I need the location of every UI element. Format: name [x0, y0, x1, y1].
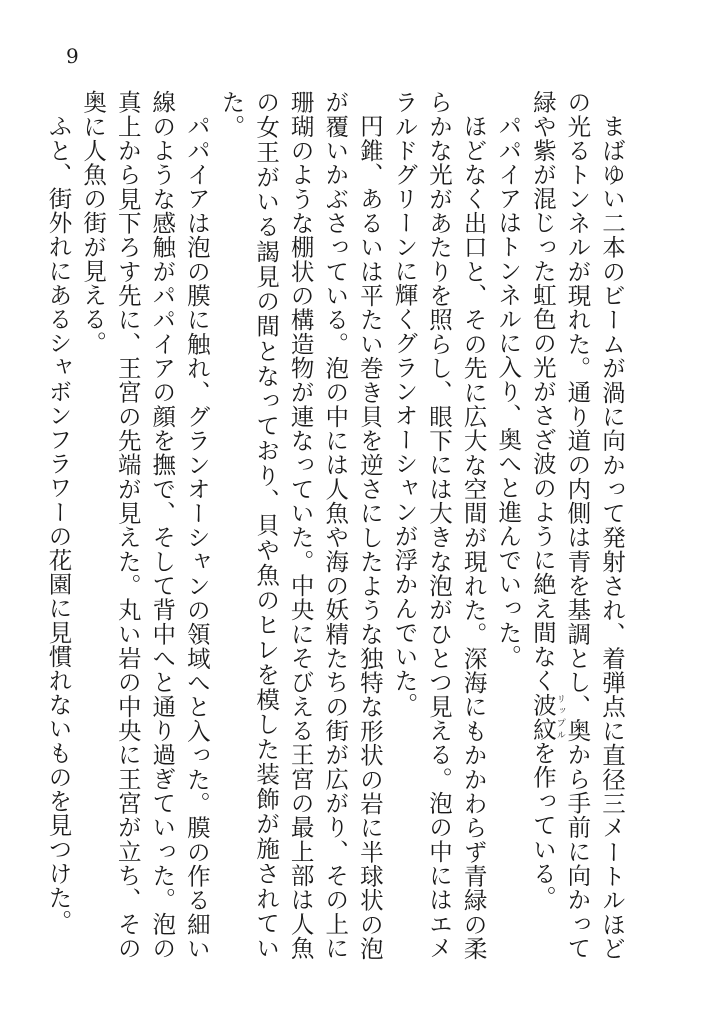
paragraph-text-before-ruby: まばゆい二本のビームが渦に向かって発射され、着弾点に直径三メートルほどの光るトンネルが現れた。通り道の内側は青を基調とし、奥から手前に向かって緑や紫が混じった虹色の光がさざ波のように絶え間なく — [528, 90, 626, 960]
page-number: 9 — [66, 44, 79, 68]
paragraph: 円錐、あるいは平たい巻き貝を逆さにしたような独特な形状の岩に半球状の泡が覆いかぶさっている。泡の中には人魚や海の妖精たちの街が広がり、その上に珊瑚のような棚状の構造物が連なっていた。中央にそびえる王宮の最上部は人魚の女王がいる謁見の間となっており、貝や魚のヒレを模した装飾が施されていた。 — [217, 90, 384, 960]
paragraph: パパイアは泡の膜に触れ、グランオーシャンの領域へと入った。膜の作る細い線のような感触がパパイアの顔を撫で、そして背中へと通り過ぎていった。泡の真上から見下ろす先に、王宮の先端が見えた。丸い岩の中央に王宮が立ち、その奥に人魚の街が見える。 — [79, 90, 211, 960]
ruby-reading: リップル — [554, 692, 565, 741]
paragraph-text-after-ruby: を作っている。 — [528, 740, 557, 910]
paragraph: ほどなく出口と、その先に広大な空間が現れた。深海にもかかわらず青緑の柔らかな光があたりを照らし、眼下には大きな泡がひとつ見える。泡の中にはエメラルドグリーンに輝くグランオーシャンが浮かんでいた。 — [390, 90, 488, 960]
ruby-annotated-word — [528, 692, 565, 741]
body-text — [44, 90, 629, 960]
paragraph: パパイアはトンネルに入り、奥へと進んでいった。 — [494, 113, 523, 668]
paragraph: ふと、街外れにあるシャボンフラワーの花園に見慣れないものを見つけた。 — [44, 113, 73, 933]
paragraph — [525, 90, 629, 960]
ruby-base: 波紋 — [528, 692, 557, 741]
